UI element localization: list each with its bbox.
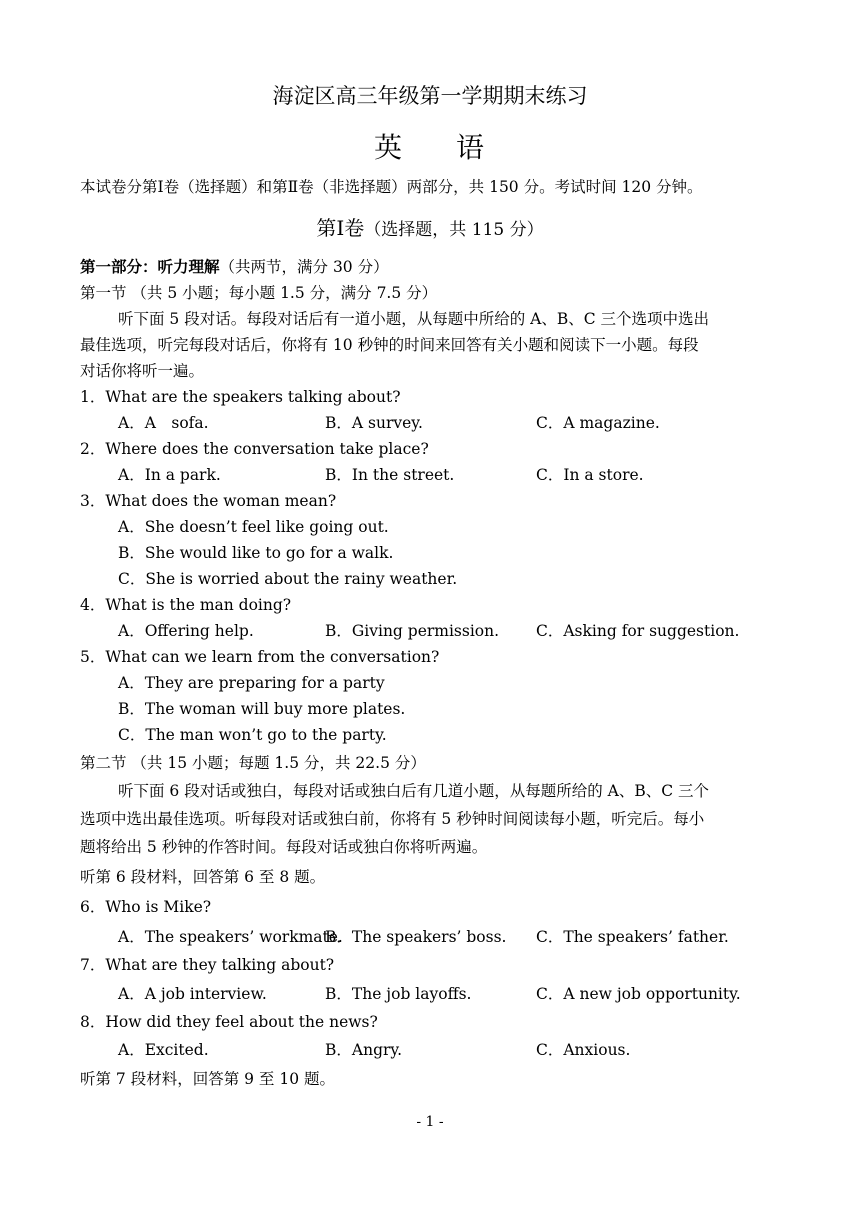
question-1-stem: 1．What are the speakers talking about? — [80, 388, 401, 406]
question-5-stem: 5．What can we learn from the conversation? — [80, 648, 440, 666]
question-1-option-c: C．A magazine. — [536, 414, 660, 432]
question-6-option-c: C．The speakers’ father. — [536, 928, 729, 946]
volume-title-note: （选择题，共 115 分） — [364, 220, 544, 240]
part1-heading — [80, 258, 389, 277]
question-8-stem: 8．How did they feel about the news? — [80, 1013, 378, 1031]
section1-heading: 第一节 （共 5 小题；每小题 1.5 分，满分 7.5 分） — [80, 284, 438, 302]
page-number: - 1 - — [416, 1114, 444, 1130]
question-8-option-c: C．Anxious. — [536, 1041, 631, 1059]
section2-instruction-line-2: 选项中选出最佳选项。听每段对话或独白前，你将有 5 秒钟时间阅读每小题，听完后。每小 — [80, 810, 705, 828]
section2-heading: 第二节 （共 15 小题；每题 1.5 分，共 22.5 分） — [80, 754, 426, 772]
question-4-option-c: C．Asking for suggestion. — [536, 622, 740, 640]
exam-title: 海淀区高三年级第一学期期末练习 — [272, 84, 588, 108]
question-3-option-c: C．She is worried about the rainy weather. — [118, 570, 458, 588]
section2-instruction-line-1: 听下面 6 段对话或独白，每段对话或独白后有几道小题，从每题所给的 A、B、C 三个 — [118, 782, 710, 800]
section1-instruction-line-1: 听下面 5 段对话。每段对话后有一道小题，从每题中所给的 A、B、C 三个选项中选出 — [118, 310, 710, 328]
question-5-option-b: B．The woman will buy more plates. — [118, 700, 406, 718]
question-1-option-b: B．A survey. — [325, 414, 423, 432]
question-5-option-a: A．They are preparing for a party — [118, 674, 385, 692]
material-7-heading: 听第 7 段材料，回答第 9 至 10 题。 — [80, 1070, 336, 1088]
question-6-stem: 6．Who is Mike? — [80, 898, 212, 916]
question-7-option-c: C．A new job opportunity. — [536, 985, 741, 1003]
question-7-option-a: A．A job interview. — [118, 985, 267, 1003]
question-7-stem: 7．What are they talking about? — [80, 956, 335, 974]
subject-title — [0, 131, 860, 165]
section1-instruction-line-2: 最佳选项，听完每段对话后，你将有 10 秒钟的时间来回答有关小题和阅读下一小题。每段 — [80, 336, 699, 354]
question-3-option-a: A．She doesn’t feel like going out. — [118, 518, 389, 536]
volume-title-main: 第Ⅰ卷 — [316, 216, 365, 240]
exam-intro: 本试卷分第Ⅰ卷（选择题）和第Ⅱ卷（非选择题）两部分，共 150 分。考试时间 120 分钟。 — [80, 178, 703, 196]
question-3-stem: 3．What does the woman mean? — [80, 492, 337, 510]
question-6-option-a: A．The speakers’ workmate. — [118, 928, 343, 946]
question-4-option-b: B．Giving permission. — [325, 622, 500, 640]
question-4-stem: 4．What is the man doing? — [80, 596, 292, 614]
question-1-option-a: A．A sofa. — [118, 414, 209, 432]
question-8-option-a: A．Excited. — [118, 1041, 209, 1059]
question-8-option-b: B．Angry. — [325, 1041, 403, 1059]
question-2-option-c: C．In a store. — [536, 466, 644, 484]
question-3-option-b: B．She would like to go for a walk. — [118, 544, 394, 562]
question-2-option-b: B．In the street. — [325, 466, 455, 484]
question-2-option-a: A．In a park. — [118, 466, 221, 484]
volume-title — [0, 216, 860, 240]
question-7-option-b: B．The job layoffs. — [325, 985, 472, 1003]
question-5-option-c: C．The man won’t go to the party. — [118, 726, 387, 744]
part1-heading-main: 第一部分：听力理解 — [80, 257, 220, 276]
section2-instruction-line-3: 题将给出 5 秒钟的作答时间。每段对话或独白你将听两遍。 — [80, 838, 488, 856]
question-6-option-b: B．The speakers’ boss. — [325, 928, 507, 946]
part1-heading-note: （共两节，满分 30 分） — [219, 258, 389, 276]
question-4-option-a: A．Offering help. — [118, 622, 254, 640]
material-6-heading: 听第 6 段材料，回答第 6 至 8 题。 — [80, 868, 326, 886]
section1-instruction-line-3: 对话你将听一遍。 — [80, 362, 205, 380]
subject-char-2: 语 — [456, 131, 487, 164]
question-2-stem: 2．Where does the conversation take place? — [80, 440, 429, 458]
subject-char-1: 英 — [373, 131, 404, 164]
